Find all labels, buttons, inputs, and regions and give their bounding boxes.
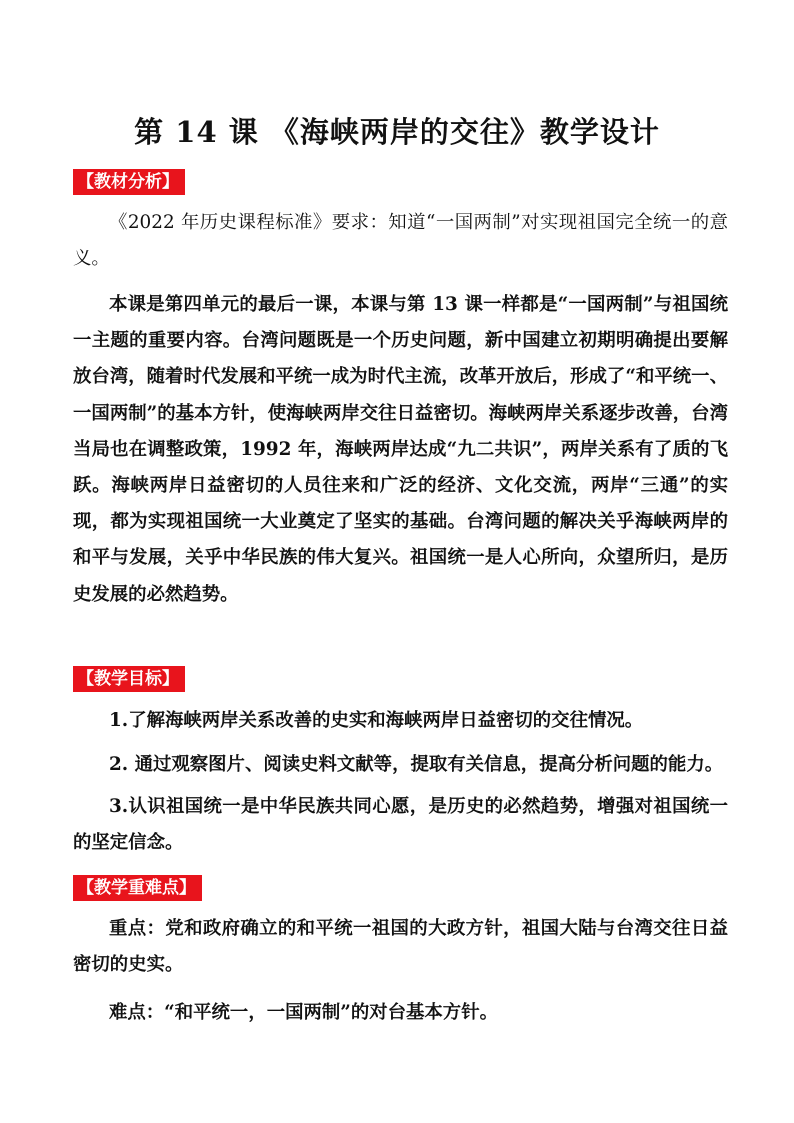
paragraph-lesson-analysis: 本课是第四单元的最后一课，本课与第 13 课一样都是“一国两制”与祖国统一主题的重要内容。台湾问题既是一个历史问题，新中国建立初期明确提出要解放台湾，随着时代发展和平统一成为时代主流，改革开放后，形成了“和平统一、一国两制”的基本方针，使海峡两岸交往日益密切。海峡两岸关系逐步改善，台湾当局也在调整政策，1992 年，海峡两岸达成“九二共识”，两岸关系有了质的飞跃。海峡两岸日益密切的人员往来和广泛的经济、文化交流，两岸“三通”的实现，都为实现祖国统一大业奠定了坚实的基础。台湾问题的解决关乎海峡两岸的和平与发展，关乎中华民族的伟大复兴。祖国统一是人心所向，众望所归，是历史发展的必然趋势。 <box>73 294 728 605</box>
objective-item-2: 2. 通过观察图片、阅读史料文献等，提取有关信息，提高分析问题的能力。 <box>109 754 724 775</box>
objective-item-1: 1.了解海峡两岸关系改善的史实和海峡两岸日益密切的交往情况。 <box>109 710 644 731</box>
document-title: 第 14 课 《海峡两岸的交往》教学设计 <box>134 115 660 149</box>
section-heading-key-difficult-points: 【教学重难点】 <box>73 875 202 901</box>
objective-item-3: 3.认识祖国统一是中华民族共同心愿，是历史的必然趋势，增强对祖国统一的坚定信念。 <box>73 796 728 854</box>
section-heading-textbook-analysis: 【教材分析】 <box>73 169 185 195</box>
key-point-paragraph: 重点：党和政府确立的和平统一祖国的大政方针，祖国大陆与台湾交往日益密切的史实。 <box>73 918 728 976</box>
paragraph-curriculum-standard: 《2022 年历史课程标准》要求：知道“一国两制”对实现祖国完全统一的意义。 <box>73 212 728 270</box>
difficult-point-paragraph: 难点：“和平统一，一国两制”的对台基本方针。 <box>109 1002 498 1023</box>
section-heading-teaching-objectives: 【教学目标】 <box>73 666 185 692</box>
